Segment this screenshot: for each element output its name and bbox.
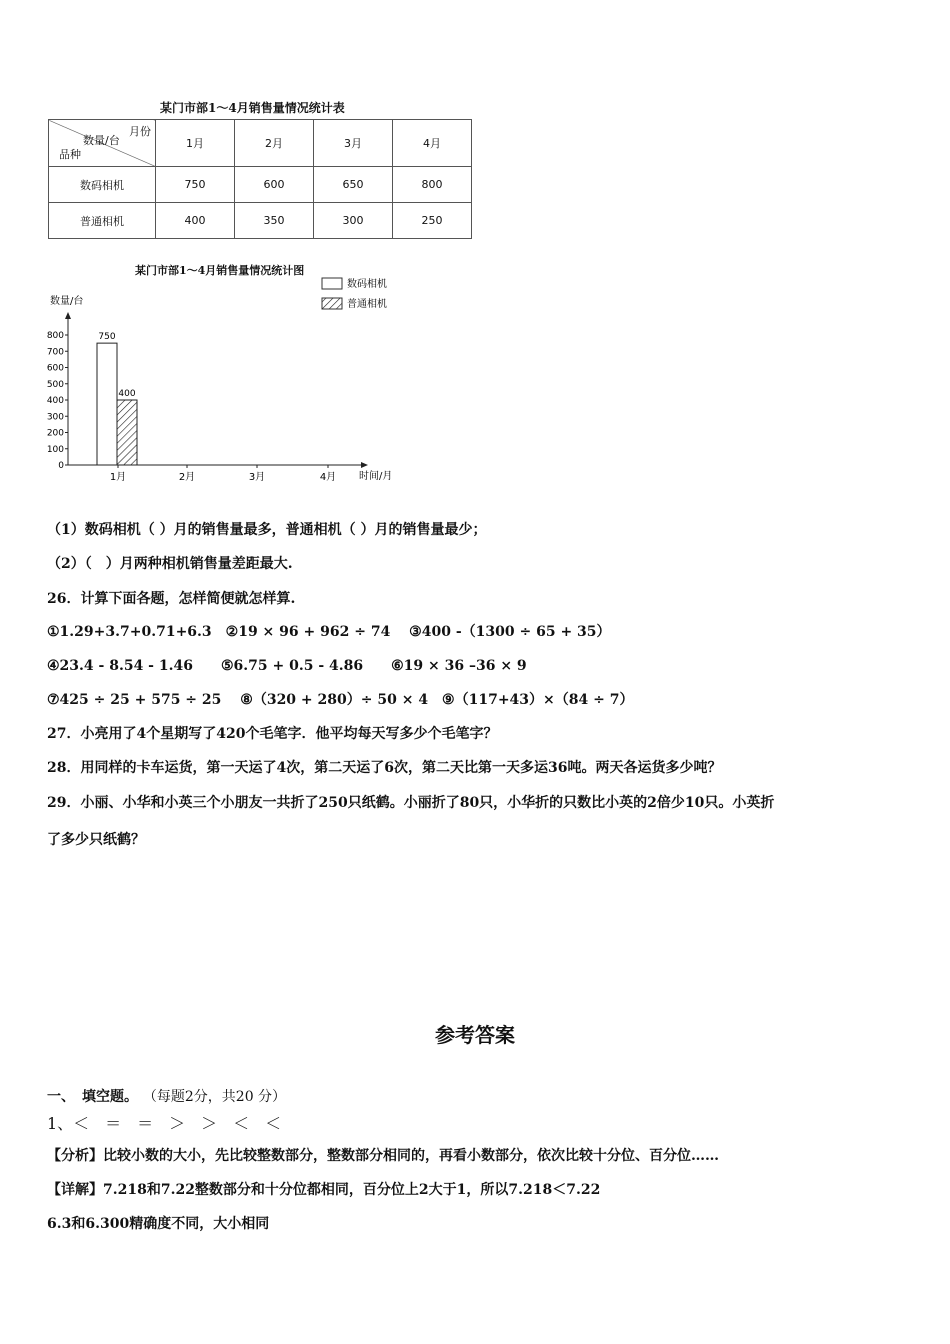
y-tick-label: 700 — [46, 347, 64, 358]
calc-row-2: ④23.4 - 8.54 - 1.46 ⑤6.75 + 0.5 - 4.86 ⑥19 × 36 –36 × 9 — [47, 658, 527, 674]
bar-label-ordinary: 400 — [118, 389, 136, 399]
y-tick-label: 600 — [46, 363, 64, 374]
legend-label-ordinary: 普通相机 — [347, 299, 387, 310]
row-label: 数码相机 — [49, 167, 156, 203]
table-corner-header — [49, 120, 156, 167]
answers-title: 参考答案 — [435, 1023, 515, 1047]
legend-label-digital: 数码相机 — [347, 279, 387, 290]
header-category-label: 品种 — [59, 148, 81, 161]
table-cell: 400 — [156, 203, 235, 239]
y-tick-label: 300 — [46, 412, 64, 423]
legend-swatch-digital — [322, 278, 342, 289]
question-27: 27．小亮用了4个星期写了420个毛笔字．他平均每天写多少个毛笔字？ — [47, 726, 498, 742]
answer-1: 1、＜ ＝ ＝ ＞ ＞ ＜ ＜ — [47, 1114, 282, 1133]
bar-digital-camera — [97, 343, 117, 465]
column-header: 4月 — [393, 120, 472, 167]
answers-section-heading — [47, 1086, 286, 1106]
x-tick-label: 1月 — [109, 472, 127, 483]
y-tick-label: 100 — [46, 444, 64, 455]
column-header: 1月 — [156, 120, 235, 167]
question-2: （2）（ ）月两种相机销售量差距最大. — [47, 556, 293, 572]
question-29-line-2: 了多少只纸鹤？ — [47, 832, 145, 848]
table-cell: 300 — [314, 203, 393, 239]
header-quantity-label: 数量/台 — [83, 134, 120, 147]
table-cell: 600 — [235, 167, 314, 203]
question-29-line-1: 29．小丽、小华和小英三个小朋友一共折了250只纸鹤。小丽折了80只，小华折的只数比小英的2倍少10只。小英折 — [47, 795, 775, 811]
x-tick-label: 3月 — [248, 472, 266, 483]
table-cell: 650 — [314, 167, 393, 203]
sales-bar-chart — [0, 270, 420, 490]
answer-analysis: 【分析】比较小数的大小，先比较整数部分，整数部分相同的，再看小数部分，依次比较十分位、百分位…… — [47, 1148, 719, 1164]
legend-swatch-ordinary — [322, 298, 342, 309]
bar-label-digital: 750 — [98, 332, 116, 343]
calc-row-3: ⑦425 ÷ 25 + 575 ÷ 25 ⑧（320 + 280）÷ 50 × 4 ⑨（117+43）×（84 ÷ 7） — [47, 692, 634, 708]
table-cell: 250 — [393, 203, 472, 239]
section-label: 一、 填空题。 — [47, 1089, 138, 1105]
table-cell: 800 — [393, 167, 472, 203]
answer-detail: 【详解】7.218和7.22整数部分和十分位都相同，百分位上2大于1，所以7.218＜7.22 — [47, 1182, 601, 1198]
y-axis-label: 数量/台 — [50, 296, 84, 307]
chart-title: 某门市部1～4月销售量情况统计图 — [135, 264, 305, 277]
x-tick-label: 4月 — [319, 472, 337, 483]
question-26: 26．计算下面各题，怎样简便就怎样算. — [47, 591, 296, 607]
calc-row-1: ①1.29+3.7+0.71+6.3 ②19 × 96 + 962 ÷ 74 ③400 -（1300 ÷ 65 + 35） — [47, 624, 611, 640]
table-cell: 350 — [235, 203, 314, 239]
bar-ordinary-camera — [117, 400, 137, 465]
table-cell: 750 — [156, 167, 235, 203]
row-label: 普通相机 — [49, 203, 156, 239]
y-tick-label: 200 — [46, 428, 64, 439]
table-row — [49, 167, 472, 203]
table-row — [49, 203, 472, 239]
x-tick-label: 2月 — [178, 472, 196, 483]
y-tick-label: 800 — [46, 331, 64, 341]
table-title: 某门市部1～4月销售量情况统计表 — [160, 101, 345, 115]
column-header: 3月 — [314, 120, 393, 167]
y-tick-label: 400 — [46, 396, 64, 406]
answer-line-3: 6.3和6.300精确度不同，大小相同 — [47, 1216, 270, 1232]
sales-table — [48, 119, 472, 239]
y-tick-label: 500 — [46, 379, 64, 390]
question-28: 28．用同样的卡车运货，第一天运了4次，第二天运了6次，第二天比第一天多运36吨。两天各运货多少吨？ — [47, 760, 722, 776]
header-month-label: 月份 — [129, 125, 151, 138]
y-tick-label: 0 — [58, 461, 64, 471]
column-header: 2月 — [235, 120, 314, 167]
x-axis-label: 时间/月 — [359, 471, 393, 482]
section-note: （每题2分，共20 分） — [142, 1089, 287, 1105]
question-1: （1）数码相机（ ）月的销售量最多，普通相机（ ）月的销售量最少； — [47, 522, 487, 538]
